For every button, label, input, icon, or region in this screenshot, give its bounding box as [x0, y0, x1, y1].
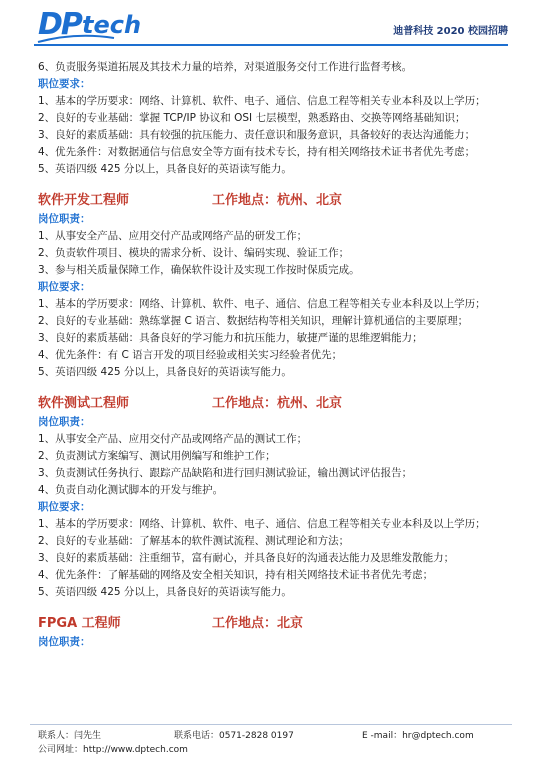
duty-item: 6、负责服务渠道拓展及其技术力量的培养，对渠道服务交付工作进行监督考核。: [38, 61, 413, 73]
requirement-item: 5、英语四级 425 分以上，具备良好的英语读写能力。: [38, 163, 292, 175]
requirements-label: 职位要求：: [38, 78, 91, 90]
job-title-row: [38, 394, 518, 414]
job-title: FPGA 工程师: [38, 616, 121, 631]
duty-item: 3、负责测试任务执行、跟踪产品缺陷和进行回归测试验证，输出测试评估报告；: [38, 467, 413, 479]
duty-item: 2、负责测试方案编写、测试用例编写和维护工作；: [38, 450, 276, 462]
header-divider: [34, 44, 508, 46]
requirement-item: 2、良好的专业基础：掌握 TCP/IP 协议和 OSI 七层模型，熟悉路由、交换等网络基础知识；: [38, 112, 466, 124]
job-title-row: [38, 614, 518, 634]
duties-label: 岗位职责：: [38, 636, 91, 648]
footer-phone: 联系电话：0571-2828 0197: [174, 731, 294, 741]
requirement-item: 2、良好的专业基础：了解基本的软件测试流程、测试理论和方法；: [38, 535, 350, 547]
footer-divider: [30, 724, 512, 725]
job-title: 软件开发工程师: [38, 193, 130, 208]
duty-item: 1、从事安全产品、应用交付产品或网络产品的测试工作；: [38, 433, 308, 445]
document-body: [38, 59, 518, 651]
requirement-item: 3、良好的素质基础：具备良好的学习能力和抗压能力，敏捷严谨的思维逻辑能力；: [38, 332, 423, 344]
requirement-item: 1、基本的学历要求：网络、计算机、软件、电子、通信、信息工程等相关专业本科及以上学历；: [38, 95, 486, 107]
requirement-item: 4、优先条件：对数据通信与信息安全等方面有技术专长，持有相关网络技术证书者优先考虑；: [38, 146, 476, 158]
requirement-item: 3、良好的素质基础：注重细节，富有耐心，并具备良好的沟通表达能力及思维发散能力；: [38, 552, 455, 564]
duty-item: 3、参与相关质量保障工作，确保软件设计及实现工作按时保质完成。: [38, 264, 360, 276]
requirement-item: 2、良好的专业基础：熟练掌握 C 语言、数据结构等相关知识，理解计算机通信的主要原理；: [38, 315, 469, 327]
job-location: 工作地点：杭州、北京: [212, 396, 343, 411]
requirement-item: 1、基本的学历要求：网络、计算机、软件、电子、通信、信息工程等相关专业本科及以上学历；: [38, 298, 486, 310]
duties-label: 岗位职责：: [38, 416, 91, 428]
page-header: [0, 0, 542, 50]
footer-website: 公司网址：http://www.dptech.com: [38, 745, 188, 755]
requirement-item: 4、优先条件：有 C 语言开发的项目经验或相关实习经验者优先；: [38, 349, 343, 361]
duties-label: 岗位职责：: [38, 213, 91, 225]
logo-tech: tech: [82, 11, 142, 39]
requirements-label: 职位要求：: [38, 281, 91, 293]
job-title-row: [38, 191, 518, 211]
job-location: 工作地点：北京: [212, 616, 304, 631]
footer-contact: 联系人：闫先生: [38, 731, 102, 741]
requirement-item: 5、英语四级 425 分以上，具备良好的英语读写能力。: [38, 586, 292, 598]
duty-item: 2、负责软件项目、模块的需求分析、设计、编码实现、验证工作；: [38, 247, 350, 259]
requirement-item: 5、英语四级 425 分以上，具备良好的英语读写能力。: [38, 366, 292, 378]
job-location: 工作地点：杭州、北京: [212, 193, 343, 208]
job-title: 软件测试工程师: [38, 396, 130, 411]
logo-dp: DP: [38, 7, 81, 42]
requirement-item: 1、基本的学历要求：网络、计算机、软件、电子、通信、信息工程等相关专业本科及以上学历；: [38, 518, 486, 530]
requirements-label: 职位要求：: [38, 501, 91, 513]
logo-swoosh-icon: [36, 34, 116, 44]
requirement-item: 4、优先条件：了解基础的网络及安全相关知识，持有相关网络技术证书者优先考虑；: [38, 569, 434, 581]
requirement-item: 3、良好的素质基础：具有较强的抗压能力、责任意识和服务意识，具备较好的表达沟通能力；: [38, 129, 476, 141]
page-footer: [38, 728, 512, 756]
footer-email: E -mail：hr@dptech.com: [362, 731, 474, 741]
duty-item: 1、从事安全产品、应用交付产品或网络产品的研发工作；: [38, 230, 308, 242]
header-campus-recruit-text: 迪普科技 2020 校园招聘: [393, 26, 508, 37]
duty-item: 4、负责自动化测试脚本的开发与维护。: [38, 484, 224, 496]
